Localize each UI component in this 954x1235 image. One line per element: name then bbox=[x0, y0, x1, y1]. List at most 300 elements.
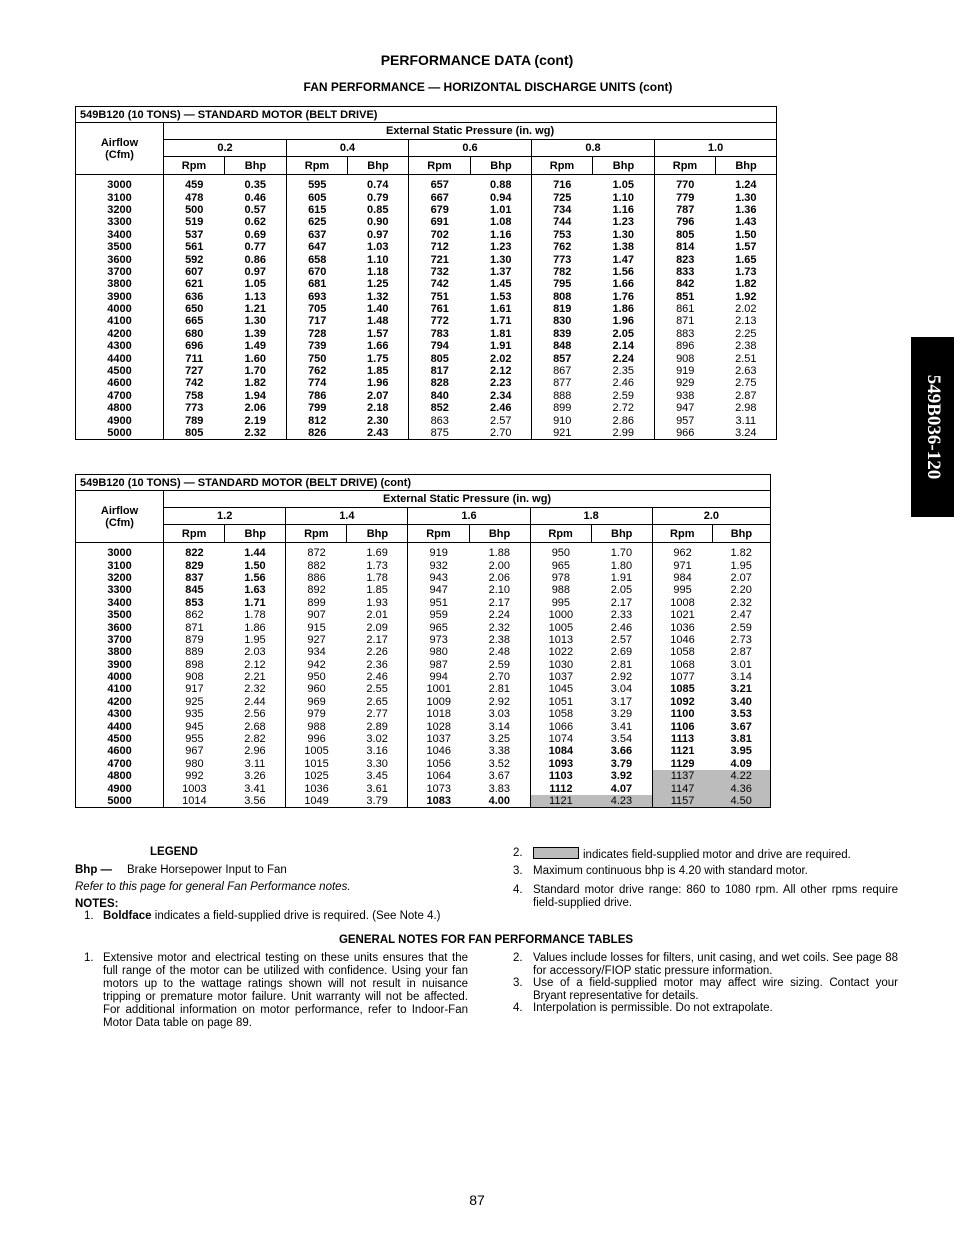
rpm-cell: 1093 bbox=[530, 758, 591, 770]
bhp-cell: 2.32 bbox=[244, 427, 266, 439]
bhp-cell: 0.77 bbox=[244, 241, 266, 254]
rpm-cell: 889 bbox=[185, 646, 204, 659]
table-row bbox=[76, 340, 777, 352]
table-row bbox=[76, 634, 771, 646]
rpm-cell: 670 bbox=[287, 266, 348, 278]
bhp-cell: 1.70 bbox=[610, 547, 633, 560]
rpm-cell: 969 bbox=[286, 696, 347, 708]
rpm-cell: 837 bbox=[185, 571, 204, 584]
bhp-cell: 1.32 bbox=[367, 290, 389, 303]
rpm-cell: 665 bbox=[185, 315, 204, 328]
rpm-cell: 1046 bbox=[652, 634, 712, 646]
bhp-cell: 2.63 bbox=[735, 365, 757, 378]
bhp-cell: 3.41 bbox=[610, 720, 633, 733]
bhp-cell: 1.69 bbox=[366, 547, 388, 560]
table-row bbox=[76, 696, 771, 708]
bhp-cell: 2.30 bbox=[367, 414, 389, 427]
bhp-cell: 3.79 bbox=[366, 795, 388, 807]
rpm-cell: 907 bbox=[286, 609, 347, 621]
rpm-cell: 1036 bbox=[652, 621, 712, 633]
bhp-cell: 1.95 bbox=[244, 633, 266, 646]
rpm-header: Rpm bbox=[286, 525, 347, 543]
rpm-cell: 945 bbox=[185, 720, 204, 733]
table-row bbox=[76, 782, 771, 794]
page-subtitle: FAN PERFORMANCE — HORIZONTAL DISCHARGE UNITS (cont) bbox=[303, 80, 673, 94]
rpm-cell: 917 bbox=[185, 683, 204, 696]
rpm-cell: 1049 bbox=[286, 795, 347, 808]
rpm-cell: 561 bbox=[185, 241, 204, 254]
rpm-cell: 988 bbox=[530, 584, 591, 596]
rpm-cell: 822 bbox=[185, 547, 204, 560]
rpm-cell: 712 bbox=[409, 241, 471, 253]
bhp-cell: 1.60 bbox=[244, 352, 266, 365]
rpm-cell: 808 bbox=[532, 291, 593, 303]
bhp-cell: 2.32 bbox=[244, 683, 266, 696]
bhp-cell: 1.49 bbox=[244, 340, 266, 353]
table-row bbox=[76, 572, 771, 584]
general-note-2-number: 2. bbox=[513, 952, 523, 964]
rpm-cell: 899 bbox=[286, 597, 347, 609]
rpm-cell: 794 bbox=[409, 340, 471, 352]
bhp-cell: 1.57 bbox=[367, 327, 389, 340]
rpm-cell: 795 bbox=[532, 278, 593, 290]
bhp-header: Bhp bbox=[225, 157, 287, 175]
bhp-cell: 1.30 bbox=[244, 315, 266, 328]
bhp-cell: 0.86 bbox=[244, 253, 266, 266]
airflow-cell: 3600 bbox=[76, 253, 164, 265]
rpm-cell: 1077 bbox=[652, 671, 712, 683]
airflow-cell: 4000 bbox=[76, 303, 164, 315]
rpm-header: Rpm bbox=[408, 525, 469, 543]
bhp-cell: 1.70 bbox=[244, 365, 266, 378]
bhp-cell: 3.56 bbox=[244, 795, 266, 807]
rpm-cell: 805 bbox=[185, 427, 204, 439]
bhp-cell: 1.61 bbox=[490, 303, 512, 316]
bhp-cell: 2.23 bbox=[490, 377, 512, 390]
rpm-cell: 680 bbox=[185, 327, 204, 340]
bhp-cell: 2.57 bbox=[610, 633, 633, 646]
bhp-cell: 2.12 bbox=[490, 365, 512, 378]
note-1-number: 1. bbox=[84, 910, 94, 922]
bhp-cell: 3.04 bbox=[610, 683, 633, 696]
airflow-cell: 3800 bbox=[76, 646, 164, 658]
rpm-cell: 867 bbox=[532, 365, 593, 377]
bhp-cell: 2.06 bbox=[244, 402, 266, 415]
table-row bbox=[76, 352, 777, 364]
bhp-cell: 3.38 bbox=[488, 745, 510, 758]
bhp-cell: 1.86 bbox=[612, 303, 634, 316]
bhp-cell: 1.86 bbox=[244, 621, 266, 634]
rpm-cell: 1045 bbox=[530, 683, 591, 695]
rpm-cell: 1058 bbox=[530, 708, 591, 720]
bhp-cell: 2.82 bbox=[244, 733, 266, 746]
bhp-cell: 1.13 bbox=[244, 290, 266, 303]
bhp-cell: 3.21 bbox=[730, 683, 752, 696]
rpm-cell: 848 bbox=[532, 340, 593, 352]
side-tab bbox=[911, 337, 954, 517]
bhp-cell: 1.88 bbox=[488, 547, 510, 560]
bhp-cell: 1.30 bbox=[490, 253, 512, 266]
bhp-header: Bhp bbox=[593, 157, 655, 175]
rpm-cell: 888 bbox=[532, 390, 593, 402]
table-2 bbox=[75, 474, 771, 808]
pressure-header: 2.0 bbox=[652, 508, 770, 525]
rpm-cell: 681 bbox=[287, 278, 348, 290]
rpm-cell: 786 bbox=[287, 390, 348, 402]
table-row bbox=[76, 278, 777, 290]
bhp-cell: 0.57 bbox=[244, 203, 266, 216]
bhp-cell: 4.36 bbox=[712, 782, 770, 794]
bhp-cell: 1.25 bbox=[367, 278, 389, 291]
bhp-cell: 0.85 bbox=[367, 203, 389, 216]
bhp-cell: 1.75 bbox=[367, 352, 389, 365]
rpm-cell: 861 bbox=[655, 303, 716, 315]
table-row bbox=[76, 671, 771, 683]
bhp-cell: 1.23 bbox=[612, 216, 634, 229]
rpm-cell: 805 bbox=[655, 229, 716, 241]
bhp-cell: 2.20 bbox=[730, 584, 752, 597]
bhp-cell: 2.00 bbox=[488, 559, 510, 572]
rpm-cell: 877 bbox=[532, 377, 593, 389]
table-row bbox=[76, 175, 777, 192]
bhp-cell: 1.82 bbox=[730, 547, 752, 560]
table-row bbox=[76, 414, 777, 426]
rpm-cell: 742 bbox=[185, 377, 204, 390]
bhp-cell: 0.88 bbox=[490, 179, 512, 192]
bhp-cell: 3.92 bbox=[610, 770, 633, 783]
bhp-cell: 1.39 bbox=[244, 327, 266, 340]
bhp-cell: 3.25 bbox=[488, 733, 510, 746]
bhp-cell: 2.51 bbox=[735, 352, 757, 365]
rpm-cell: 1066 bbox=[530, 720, 591, 732]
bhp-cell: 3.29 bbox=[610, 708, 633, 721]
rpm-cell: 1121 bbox=[652, 745, 712, 757]
general-note-3: Use of a field-supplied motor may affect wire sizing. Contact your Bryant representative for details. bbox=[533, 977, 898, 1002]
rpm-cell: 842 bbox=[655, 278, 716, 290]
bhp-cell: 1.71 bbox=[244, 596, 266, 609]
airflow-cell: 3200 bbox=[76, 572, 164, 584]
rpm-header: Rpm bbox=[164, 525, 225, 543]
bhp-cell: 4.50 bbox=[712, 795, 770, 808]
airflow-cell: 4800 bbox=[76, 402, 164, 414]
bhp-cell: 0.62 bbox=[244, 216, 266, 229]
rpm-cell: 995 bbox=[652, 584, 712, 596]
rpm-cell: 621 bbox=[185, 278, 204, 291]
airflow-cell: 3000 bbox=[76, 543, 164, 560]
rpm-cell: 845 bbox=[185, 584, 204, 597]
rpm-cell: 955 bbox=[185, 733, 204, 746]
rpm-cell: 959 bbox=[408, 609, 469, 621]
table-1 bbox=[75, 106, 777, 440]
bhp-cell: 2.92 bbox=[488, 695, 510, 708]
table-row bbox=[76, 659, 771, 671]
bhp-cell: 3.61 bbox=[366, 782, 388, 795]
rpm-cell: 607 bbox=[185, 265, 204, 278]
table-row bbox=[76, 253, 777, 265]
rpm-cell: 994 bbox=[408, 671, 469, 683]
rpm-cell: 1085 bbox=[652, 683, 712, 695]
bhp-cell: 1.95 bbox=[730, 559, 752, 572]
table-row bbox=[76, 597, 771, 609]
table-row bbox=[76, 708, 771, 720]
legend-abbr: Bhp — bbox=[75, 864, 113, 876]
rpm-cell: 965 bbox=[408, 621, 469, 633]
airflow-cell: 4300 bbox=[76, 708, 164, 720]
rpm-cell: 960 bbox=[286, 683, 347, 695]
rpm-cell: 929 bbox=[655, 377, 716, 389]
table-row bbox=[76, 315, 777, 327]
bhp-cell: 2.75 bbox=[735, 377, 757, 390]
note-4-number: 4. bbox=[513, 884, 523, 896]
bhp-cell: 2.34 bbox=[490, 389, 512, 402]
rpm-cell: 805 bbox=[409, 352, 471, 364]
airflow-cell: 3100 bbox=[76, 559, 164, 571]
bhp-cell: 2.01 bbox=[366, 609, 388, 622]
rpm-cell: 1028 bbox=[408, 720, 469, 732]
esp-header: External Static Pressure (in. wg) bbox=[164, 491, 771, 508]
bhp-cell: 3.02 bbox=[366, 733, 388, 746]
bhp-cell: 2.55 bbox=[366, 683, 388, 696]
bhp-cell: 1.78 bbox=[244, 609, 266, 622]
rpm-cell: 898 bbox=[185, 658, 204, 671]
rpm-cell: 988 bbox=[286, 720, 347, 732]
table-row bbox=[76, 609, 771, 621]
rpm-cell: 915 bbox=[286, 621, 347, 633]
rpm-cell: 761 bbox=[409, 303, 471, 315]
rpm-cell: 872 bbox=[286, 543, 347, 560]
bhp-cell: 3.30 bbox=[366, 757, 388, 770]
bhp-cell: 3.95 bbox=[730, 745, 752, 758]
rpm-cell: 783 bbox=[409, 328, 471, 340]
rpm-cell: 1018 bbox=[408, 708, 469, 720]
bhp-cell: 0.35 bbox=[244, 179, 266, 192]
general-notes-title: GENERAL NOTES FOR FAN PERFORMANCE TABLES bbox=[338, 934, 634, 946]
rpm-cell: 840 bbox=[409, 390, 471, 402]
bhp-cell: 2.26 bbox=[366, 646, 388, 659]
rpm-cell: 852 bbox=[409, 402, 471, 414]
airflow-cell: 4400 bbox=[76, 352, 164, 364]
rpm-cell: 774 bbox=[287, 377, 348, 389]
page-number: 87 bbox=[469, 1192, 485, 1208]
table-row bbox=[76, 390, 777, 402]
bhp-cell: 3.14 bbox=[488, 720, 510, 733]
bhp-cell: 2.09 bbox=[366, 621, 388, 634]
rpm-cell: 967 bbox=[185, 745, 204, 758]
note-3: Maximum continuous bhp is 4.20 with standard motor. bbox=[533, 865, 808, 877]
pressure-header: 1.8 bbox=[530, 508, 652, 525]
bhp-cell: 2.25 bbox=[735, 327, 757, 340]
bhp-cell: 3.53 bbox=[730, 708, 752, 721]
table-1-title: 549B120 (10 TONS) — STANDARD MOTOR (BELT DRIVE) bbox=[76, 107, 777, 123]
bhp-cell: 3.45 bbox=[366, 770, 388, 783]
bhp-cell: 1.10 bbox=[612, 191, 634, 204]
rpm-cell: 1121 bbox=[530, 795, 591, 808]
rpm-cell: 966 bbox=[655, 427, 716, 440]
bhp-cell: 2.89 bbox=[366, 720, 388, 733]
rpm-cell: 1051 bbox=[530, 696, 591, 708]
airflow-cell: 4700 bbox=[76, 758, 164, 770]
airflow-cell: 3300 bbox=[76, 216, 164, 228]
note-2: indicates field-supplied motor and drive are required. bbox=[533, 847, 851, 862]
bhp-cell: 1.08 bbox=[490, 216, 512, 229]
bhp-cell: 2.46 bbox=[612, 377, 634, 390]
rpm-cell: 1106 bbox=[652, 720, 712, 732]
rpm-cell: 1022 bbox=[530, 646, 591, 658]
rpm-cell: 1157 bbox=[652, 795, 712, 808]
bhp-header: Bhp bbox=[591, 525, 652, 543]
rpm-cell: 1013 bbox=[530, 634, 591, 646]
airflow-cell: 4500 bbox=[76, 733, 164, 745]
bhp-cell: 1.21 bbox=[244, 303, 266, 316]
rpm-cell: 1015 bbox=[286, 758, 347, 770]
table-row bbox=[76, 683, 771, 695]
table-row bbox=[76, 646, 771, 658]
rpm-cell: 500 bbox=[185, 203, 204, 216]
rpm-cell: 637 bbox=[287, 229, 348, 241]
bhp-cell: 3.11 bbox=[735, 414, 757, 427]
rpm-cell: 739 bbox=[287, 340, 348, 352]
rpm-cell: 1064 bbox=[408, 770, 469, 782]
bhp-cell: 1.56 bbox=[612, 265, 634, 278]
rpm-cell: 934 bbox=[286, 646, 347, 658]
bhp-cell: 0.74 bbox=[367, 179, 389, 192]
shaded-swatch bbox=[533, 847, 579, 859]
rpm-header: Rpm bbox=[530, 525, 591, 543]
rpm-cell: 693 bbox=[287, 291, 348, 303]
airflow-cell: 3000 bbox=[76, 175, 164, 192]
general-note-3-number: 3. bbox=[513, 977, 523, 989]
bhp-cell: 2.77 bbox=[366, 708, 388, 721]
bhp-cell: 3.54 bbox=[610, 733, 633, 746]
bhp-cell: 1.91 bbox=[610, 571, 633, 584]
bhp-cell: 1.48 bbox=[367, 315, 389, 328]
bhp-cell: 1.76 bbox=[612, 290, 634, 303]
airflow-cell: 3800 bbox=[76, 278, 164, 290]
esp-header: External Static Pressure (in. wg) bbox=[164, 123, 777, 140]
rpm-cell: 957 bbox=[655, 414, 716, 426]
rpm-cell: 833 bbox=[655, 266, 716, 278]
bhp-cell: 2.86 bbox=[612, 414, 634, 427]
airflow-cell: 3400 bbox=[76, 229, 164, 241]
bhp-cell: 2.07 bbox=[367, 389, 389, 402]
bhp-cell: 0.97 bbox=[367, 228, 389, 241]
rpm-cell: 1000 bbox=[530, 609, 591, 621]
table-row bbox=[76, 720, 771, 732]
rpm-cell: 921 bbox=[532, 427, 593, 440]
rpm-cell: 728 bbox=[287, 328, 348, 340]
rpm-cell: 962 bbox=[652, 543, 712, 560]
general-note-1: Extensive motor and electrical testing on these units ensures that the full range of the motor can be utilized with confidence. Using your fan motors up to the wattage ratings shown will not result in nuisance tripping or premature motor failure. Unit warranty will not be affected. For additional information on motor performance, refer to Indoor-Fan Motor Data table on page 89. bbox=[103, 952, 468, 1029]
rpm-cell: 817 bbox=[409, 365, 471, 377]
bhp-cell: 2.17 bbox=[488, 596, 510, 609]
rpm-cell: 823 bbox=[655, 253, 716, 265]
rpm-cell: 947 bbox=[655, 402, 716, 414]
rpm-cell: 1084 bbox=[530, 745, 591, 757]
rpm-cell: 932 bbox=[408, 559, 469, 571]
table-row bbox=[76, 365, 777, 377]
rpm-cell: 705 bbox=[287, 303, 348, 315]
rpm-header: Rpm bbox=[164, 157, 225, 175]
pressure-header: 0.6 bbox=[409, 140, 532, 157]
bhp-cell: 2.81 bbox=[610, 658, 633, 671]
bhp-cell: 2.21 bbox=[244, 671, 266, 684]
rpm-cell: 679 bbox=[409, 204, 471, 216]
bhp-cell: 1.24 bbox=[735, 179, 757, 192]
rpm-cell: 1103 bbox=[530, 770, 591, 782]
bhp-cell: 2.46 bbox=[366, 671, 388, 684]
rpm-cell: 853 bbox=[185, 596, 204, 609]
rpm-cell: 696 bbox=[185, 340, 204, 353]
bhp-cell: 1.23 bbox=[490, 241, 512, 254]
bhp-cell: 1.56 bbox=[244, 571, 266, 584]
table-row bbox=[76, 427, 777, 440]
bhp-cell: 2.38 bbox=[488, 633, 510, 646]
bhp-cell: 3.66 bbox=[610, 745, 633, 758]
bhp-cell: 2.02 bbox=[735, 303, 757, 316]
bhp-cell: 3.17 bbox=[610, 695, 633, 708]
bhp-cell: 2.48 bbox=[488, 646, 510, 659]
rpm-cell: 758 bbox=[185, 389, 204, 402]
rpm-cell: 980 bbox=[185, 757, 204, 770]
rpm-cell: 1092 bbox=[652, 696, 712, 708]
rpm-cell: 1100 bbox=[652, 708, 712, 720]
rpm-cell: 814 bbox=[655, 241, 716, 253]
rpm-cell: 925 bbox=[185, 695, 204, 708]
bhp-cell: 1.91 bbox=[490, 340, 512, 353]
rpm-cell: 1037 bbox=[408, 733, 469, 745]
bhp-header: Bhp bbox=[471, 157, 532, 175]
bhp-cell: 2.70 bbox=[488, 671, 510, 684]
bhp-cell: 2.96 bbox=[244, 745, 266, 758]
rpm-cell: 1001 bbox=[408, 683, 469, 695]
rpm-cell: 1036 bbox=[286, 782, 347, 794]
rpm-cell: 919 bbox=[408, 543, 469, 560]
rpm-cell: 910 bbox=[532, 414, 593, 426]
fan-table-2 bbox=[75, 474, 771, 808]
rpm-cell: 1005 bbox=[286, 745, 347, 757]
bhp-cell: 1.03 bbox=[367, 241, 389, 254]
rpm-cell: 992 bbox=[185, 770, 204, 783]
table-2-body bbox=[76, 543, 771, 808]
rpm-cell: 857 bbox=[532, 352, 593, 364]
airflow-cell: 3200 bbox=[76, 204, 164, 216]
rpm-cell: 1058 bbox=[652, 646, 712, 658]
rpm-cell: 782 bbox=[532, 266, 593, 278]
rpm-cell: 829 bbox=[185, 559, 204, 572]
airflow-cell: 4200 bbox=[76, 696, 164, 708]
bhp-cell: 2.73 bbox=[730, 633, 752, 646]
bhp-cell: 1.65 bbox=[735, 253, 757, 266]
bhp-cell: 2.13 bbox=[735, 315, 757, 328]
bhp-header: Bhp bbox=[712, 525, 770, 543]
rpm-cell: 947 bbox=[408, 584, 469, 596]
rpm-cell: 1137 bbox=[652, 770, 712, 782]
rpm-cell: 650 bbox=[185, 303, 204, 316]
table-1-body bbox=[76, 175, 777, 440]
table-row bbox=[76, 758, 771, 770]
rpm-cell: 996 bbox=[286, 733, 347, 745]
bhp-cell: 0.97 bbox=[244, 265, 266, 278]
rpm-cell: 750 bbox=[287, 352, 348, 364]
bhp-cell: 2.24 bbox=[488, 609, 510, 622]
airflow-cell: 4200 bbox=[76, 328, 164, 340]
rpm-cell: 863 bbox=[409, 414, 471, 426]
airflow-cell: 4600 bbox=[76, 745, 164, 757]
bhp-cell: 1.92 bbox=[735, 290, 757, 303]
rpm-cell: 1008 bbox=[652, 597, 712, 609]
bhp-cell: 2.35 bbox=[612, 365, 634, 378]
bhp-cell: 3.01 bbox=[730, 658, 752, 671]
